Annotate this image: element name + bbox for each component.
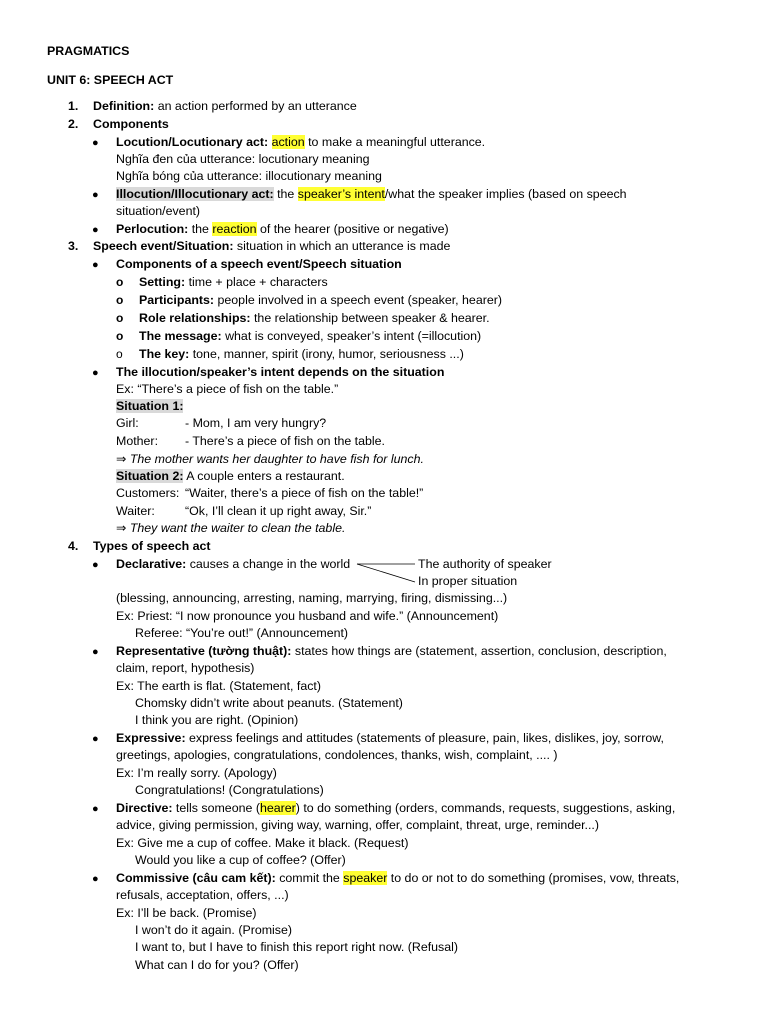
doc-title: PRAGMATICS bbox=[47, 44, 130, 58]
example-line: Ex: “There’s a piece of fish on the table.” bbox=[116, 382, 339, 396]
example-line: I think you are right. (Opinion) bbox=[135, 713, 299, 727]
dialogue-line: Waiter: “Ok, I’ll clean it up right away, Sir.” bbox=[116, 504, 372, 518]
representative-line-2: claim, report, hypothesis) bbox=[116, 661, 255, 675]
bullet-icon: ● bbox=[92, 646, 99, 658]
key-item: The key: tone, manner, spirit (irony, humor, seriousness ...) bbox=[139, 347, 464, 361]
expressive-item: Expressive: express feelings and attitudes (statements of pleasure, pain, likes, dislikes, joy, sorrow, bbox=[116, 731, 664, 745]
representative-item: Representative (tường thuật): states how things are (statement, assertion, conclusion, description, bbox=[116, 644, 667, 658]
commissive-line-2: refusals, acceptation, offers, ...) bbox=[116, 888, 289, 902]
circle-bullet-icon: o bbox=[116, 275, 124, 289]
locution-line-3: Nghĩa bóng của utterance: illocutionary meaning bbox=[116, 169, 382, 183]
commissive-item: Commissive (câu cam kết): commit the speaker to do or not to do something (promises, vow, threats, bbox=[116, 871, 680, 885]
example-line: Congratulations! (Congratulations) bbox=[135, 783, 324, 797]
definition-item: Definition: an action performed by an utterance bbox=[93, 99, 357, 113]
example-line: Chomsky didn’t write about peanuts. (Statement) bbox=[135, 696, 403, 710]
types-heading: Types of speech act bbox=[93, 539, 211, 553]
example-line: Referee: “You’re out!” (Announcement) bbox=[135, 626, 349, 640]
circle-bullet-icon: o bbox=[116, 329, 124, 343]
example-line: Would you like a cup of coffee? (Offer) bbox=[135, 853, 346, 867]
bullet-icon: ● bbox=[92, 873, 99, 885]
example-line: Ex: Priest: “I now pronounce you husband and wife.” (Announcement) bbox=[116, 609, 499, 623]
locution-item: Locution/Locutionary act: action to make a meaningful utterance. bbox=[116, 135, 486, 149]
declarative-branch-2: In proper situation bbox=[418, 574, 518, 588]
situation-2-line: Situation 2: A couple enters a restaurant. bbox=[116, 469, 345, 483]
circle-bullet-icon: o bbox=[116, 293, 124, 307]
circle-bullet-icon: o bbox=[116, 347, 123, 361]
message-item: The message: what is conveyed, speaker’s intent (=illocution) bbox=[139, 329, 482, 343]
example-line: Ex: Give me a cup of coffee. Make it black. (Request) bbox=[116, 836, 409, 850]
setting-item: Setting: time + place + characters bbox=[139, 275, 328, 289]
components-event-item: Components of a speech event/Speech situation bbox=[116, 257, 402, 271]
dialogue-line: Mother: - There’s a piece of fish on the table. bbox=[116, 434, 385, 448]
branch-lines-icon bbox=[355, 558, 417, 588]
implication-line: ⇒ They want the waiter to clean the table. bbox=[116, 521, 346, 535]
illocution-line-2: situation/event) bbox=[116, 204, 201, 218]
directive-item: Directive: tells someone (hearer) to do something (orders, commands, requests, suggestions, asking, bbox=[116, 801, 676, 815]
situation-1-label: Situation 1: bbox=[116, 399, 184, 413]
bullet-icon: ● bbox=[92, 137, 99, 149]
list-number: 3. bbox=[68, 239, 79, 253]
locution-line-2: Nghĩa đen của utterance: locutionary meaning bbox=[116, 152, 370, 166]
list-number: 1. bbox=[68, 99, 79, 113]
dialogue-line: Customers: “Waiter, there’s a piece of fish on the table!” bbox=[116, 486, 424, 500]
example-line: Ex: I’m really sorry. (Apology) bbox=[116, 766, 277, 780]
example-line: Ex: The earth is flat. (Statement, fact) bbox=[116, 679, 321, 693]
bullet-icon: ● bbox=[92, 733, 99, 745]
unit-heading: UNIT 6: SPEECH ACT bbox=[47, 73, 174, 87]
depends-item: The illocution/speaker’s intent depends on the situation bbox=[116, 365, 445, 379]
perlocution-item: Perlocution: the reaction of the hearer (positive or negative) bbox=[116, 222, 449, 236]
declarative-line-2: (blessing, announcing, arresting, naming, marrying, firing, dismissing...) bbox=[116, 591, 508, 605]
example-line: I won’t do it again. (Promise) bbox=[135, 923, 293, 937]
example-line: What can I do for you? (Offer) bbox=[135, 958, 299, 972]
components-heading: Components bbox=[93, 117, 169, 131]
participants-item: Participants: people involved in a speech event (speaker, hearer) bbox=[139, 293, 502, 307]
example-line: I want to, but I have to finish this report right now. (Refusal) bbox=[135, 940, 459, 954]
list-number: 2. bbox=[68, 117, 79, 131]
bullet-icon: ● bbox=[92, 803, 99, 815]
bullet-icon: ● bbox=[92, 224, 99, 236]
speech-event-item: Speech event/Situation: situation in which an utterance is made bbox=[93, 239, 451, 253]
dialogue-line: Girl: - Mom, I am very hungry? bbox=[116, 416, 327, 430]
illocution-item: Illocution/Illocutionary act: the speaker’s intent/what the speaker implies (based on speech bbox=[116, 187, 627, 201]
bullet-icon: ● bbox=[92, 189, 99, 201]
directive-line-2: advice, giving permission, giving way, warning, offer, complaint, threat, urge, reminder...) bbox=[116, 818, 600, 832]
declarative-branch-1: The authority of speaker bbox=[418, 557, 552, 571]
bullet-icon: ● bbox=[92, 367, 99, 379]
role-item: Role relationships: the relationship between speaker & hearer. bbox=[139, 311, 490, 325]
expressive-line-2: greetings, apologies, congratulations, condolences, thanks, wish, complaint, .... ) bbox=[116, 748, 558, 762]
bullet-icon: ● bbox=[92, 559, 99, 571]
example-line: Ex: I’ll be back. (Promise) bbox=[116, 906, 257, 920]
implication-line: ⇒ The mother wants her daughter to have fish for lunch. bbox=[116, 452, 424, 466]
declarative-item: Declarative: causes a change in the world bbox=[116, 557, 351, 571]
list-number: 4. bbox=[68, 539, 79, 553]
circle-bullet-icon: o bbox=[116, 311, 124, 325]
bullet-icon: ● bbox=[92, 259, 99, 271]
